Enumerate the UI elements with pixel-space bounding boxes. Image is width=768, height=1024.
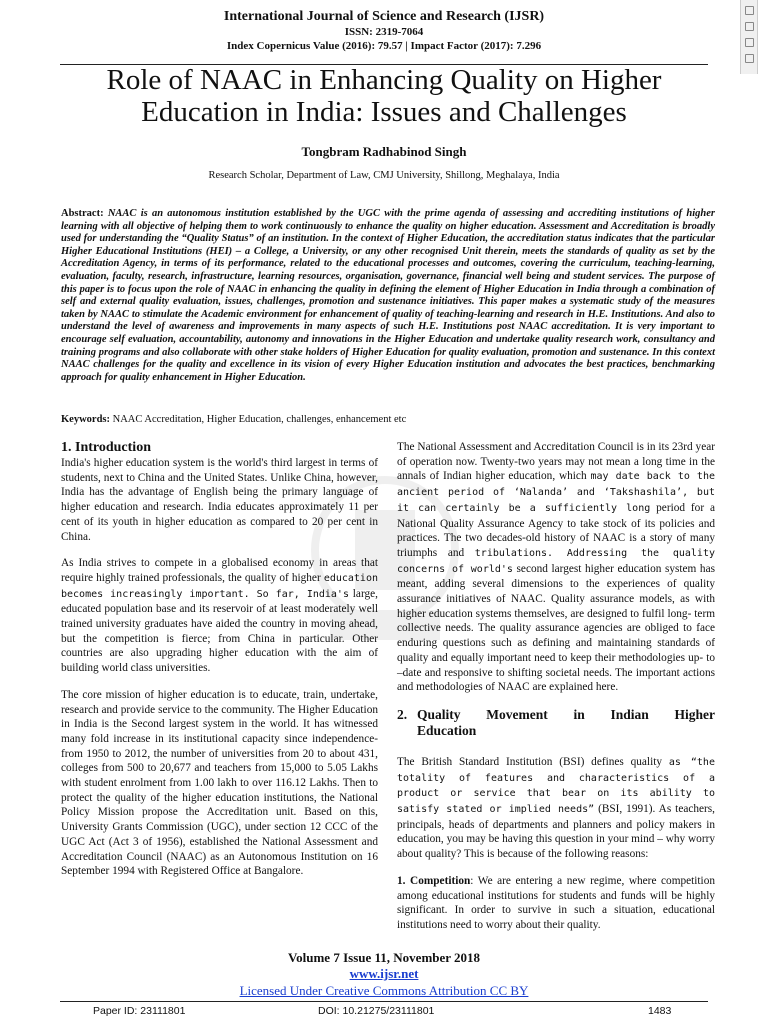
text-run: may date back to the ancient period of ‘Nalanda’ and ‘Takshashila’, but it can certainly be a sufficiently long <box>397 471 715 514</box>
journal-name: International Journal of Science and Research (IJSR) <box>223 9 545 24</box>
volume-issue: Volume 7 Issue 11, November 2018 <box>287 950 481 965</box>
viewer-toolbar[interactable] <box>740 0 758 74</box>
doi: DOI: 10.21275/23111801 <box>318 1005 435 1017</box>
paragraph <box>61 556 378 676</box>
paragraph: India's higher education system is the world's third largest in terms of students, next to China and the United States. Unlike China, however, India has the advantage of English being the primary language of higher education and research. India educates approximately 11 per cent of its youth in higher education as compared to 20 per cent in China. <box>61 457 378 543</box>
heading-word: Indian <box>610 706 649 722</box>
section-heading-introduction: 1. Introduction <box>61 440 151 455</box>
left-column <box>61 456 378 891</box>
text-run: large, educated population base and its reservoir of at least moderately well trained university graduates have aided the country in moving ahead, but the competition is fierce; from China in particular. Other countries are also upgrading higher education with the aim of building world class universities. <box>61 587 378 675</box>
text-run: second largest higher education system has meant, adding several dimensions to the experiences of quality assurance initiatives of NAAC. Quality assurance models, as with higher education systems themselves, are designed to fulfil long- term collective needs. The quality assurance agencies are obliged to face enduring questions such as defining and maintaining standards of quality and equally important need to keep their methodologies up- to –date and responsive to shifting societal needs. The important actions and methodologies of NAAC are explained here. <box>397 562 715 694</box>
abstract-label: Abstract: <box>61 208 104 219</box>
toolbar-button-icon[interactable] <box>745 22 754 31</box>
text-run: : We are entering a new regime, where competition among educational institutions for students and funds will be highly significant. In order to survive in such a situation, educational institutions need to worry about their quality. <box>397 874 715 931</box>
paragraph <box>397 440 715 695</box>
heading-word: in <box>573 706 585 722</box>
section-number: 2. <box>397 706 408 722</box>
text-run: education becomes increasingly important. So far, India's <box>61 572 378 600</box>
author: Tongbram Radhabinod Singh <box>301 144 467 159</box>
title-line: Role of NAAC in Enhancing Quality on Higher <box>106 64 662 96</box>
text-run: As India strives to compete in a globalised economy in areas that require highly trained professionals, the quality of higher <box>61 557 378 584</box>
list-label: 1. Competition <box>397 874 471 887</box>
license-link[interactable]: Licensed Under Creative Commons Attribution CC BY <box>239 983 529 998</box>
paragraph: The core mission of higher education is to educate, train, undertake, research and provide service to the community. The Higher Education in India is the Second largest system in the world. It has witnessed many fold increase in its institutional capacity since independence- from 1950 to 2012, the number of universities from 20 to about 431, colleges from 500 to 20,677 and teachers from 15,000 to 5.05 Lakhs with student enrolment from 1.00 lakh to over 116.12 Lakhs. Then to protect the quality of the higher education institutions, the National Policy Mission propose the Accreditation unit. Based on this, University Grants Commission (UGC), under section 12 CCC of the UGC Act (Act 3 of 1956), established the National Assessment and Accreditation Council (NAAC) as an Autonomous Institution on 16 September 1994 with Registered Office at Bangalore. <box>61 688 378 878</box>
title-line: Education in India: Issues and Challenges <box>141 96 627 128</box>
journal-link[interactable]: www.ijsr.net <box>349 966 419 981</box>
text-run: tribulations. Addressing the quality concerns of world's <box>397 547 715 575</box>
keywords <box>61 414 715 425</box>
text-run: (BSI, 1991). As teachers, principals, heads of departments and planners and policy makers in education, you may be having this question in your mind – why worry about quality? This is because of the following reasons: <box>397 803 716 861</box>
heading-word: Quality <box>417 706 461 722</box>
paper-title <box>40 64 728 128</box>
heading-word: Higher <box>674 706 715 722</box>
abstract <box>61 208 715 384</box>
text-run: period for a National Quality Assurance Agency to take stock of its policies and practices. The two decades-old history of NAAC is a story of many triumphs and <box>397 501 715 559</box>
section-title <box>417 707 715 739</box>
toolbar-button-icon[interactable] <box>745 6 754 15</box>
toolbar-button-icon[interactable] <box>745 54 754 63</box>
paper-id: Paper ID: 23111801 <box>93 1005 186 1017</box>
affiliation: Research Scholar, Department of Law, CMJ University, Shillong, Meghalaya, India <box>208 170 560 181</box>
paragraph <box>397 874 715 933</box>
text-run: The National Assessment and Accreditation Council is in its 23rd year of operation now. Twenty-two years may not mean a long time in the annals of Indian higher education, which <box>397 441 715 483</box>
issn: ISSN: 2319-7064 <box>344 26 424 38</box>
page-number: 1483 <box>648 1005 672 1017</box>
toolbar-button-icon[interactable] <box>745 38 754 47</box>
heading-word: Movement <box>486 706 548 722</box>
keywords-text: NAAC Accreditation, Higher Education, challenges, enhancement etc <box>112 414 407 425</box>
section-heading-quality-movement <box>397 707 715 739</box>
paragraph <box>397 755 715 862</box>
text-run: The British Standard Institution (BSI) defines quality <box>397 755 662 768</box>
abstract-text: NAAC is an autonomous institution established by the UGC with the prime agenda of assessing and accrediting institutions of higher learning with all objective of helping them to work continuously to enhance the quality on higher education. Assessment and Accreditation is broadly used for understanding the “Quality Status” of an institution. In the context of Higher Education, the accreditation status indicates that the particular Higher Educational Institutions (HEI) – a College, a University, or any other recognised Unit therein, meets the standards of quality as set by the Accreditation Agency, in terms of its performance, related to the educational processes and outcomes, covering the curriculum, teaching-learning, evaluation, faculty, research, infrastructure, learning resources, organisation, governance, financial well being and student services. The purpose of this paper is to focus upon the role of NAAC in enhancing the quality in defining the element of Higher Education in India through a combination of self and external quality evaluation, issues, challenges, promotion and sustenance initiatives. This paper makes a systematic study of the measures taken by NAAC to stimulate the Academic environment for enhancement of quality of teaching-learning and research in H.E. Institutions. And also to understand the level of awareness and improvements in many aspects of such H.E. Institutions post NAAC accreditation. It is very important to encourage self evaluation, accountability, autonomy and innovations in the Higher Education and undertake quality research work, consultancy and training programs and also collaborate with other stake holders of Higher Education for quality evaluation, promotion and sustenance. In this context NAAC challenges for the quality and excellence in its vision of every Higher Education institution and advocates the best practices, benchmarking approach for quality enhancement in Higher Education. <box>61 208 715 383</box>
index-impact: Index Copernicus Value (2016): 79.57 | Impact Factor (2017): 7.296 <box>226 40 542 52</box>
footer-rule <box>60 1001 708 1002</box>
heading-word: Education <box>417 722 477 738</box>
right-column <box>397 440 715 945</box>
keywords-label: Keywords: <box>61 414 110 425</box>
text-run: as “the totality of features and characteristics of a product or service that bear on its ability to satisfy stated or implied needs” <box>397 756 715 816</box>
